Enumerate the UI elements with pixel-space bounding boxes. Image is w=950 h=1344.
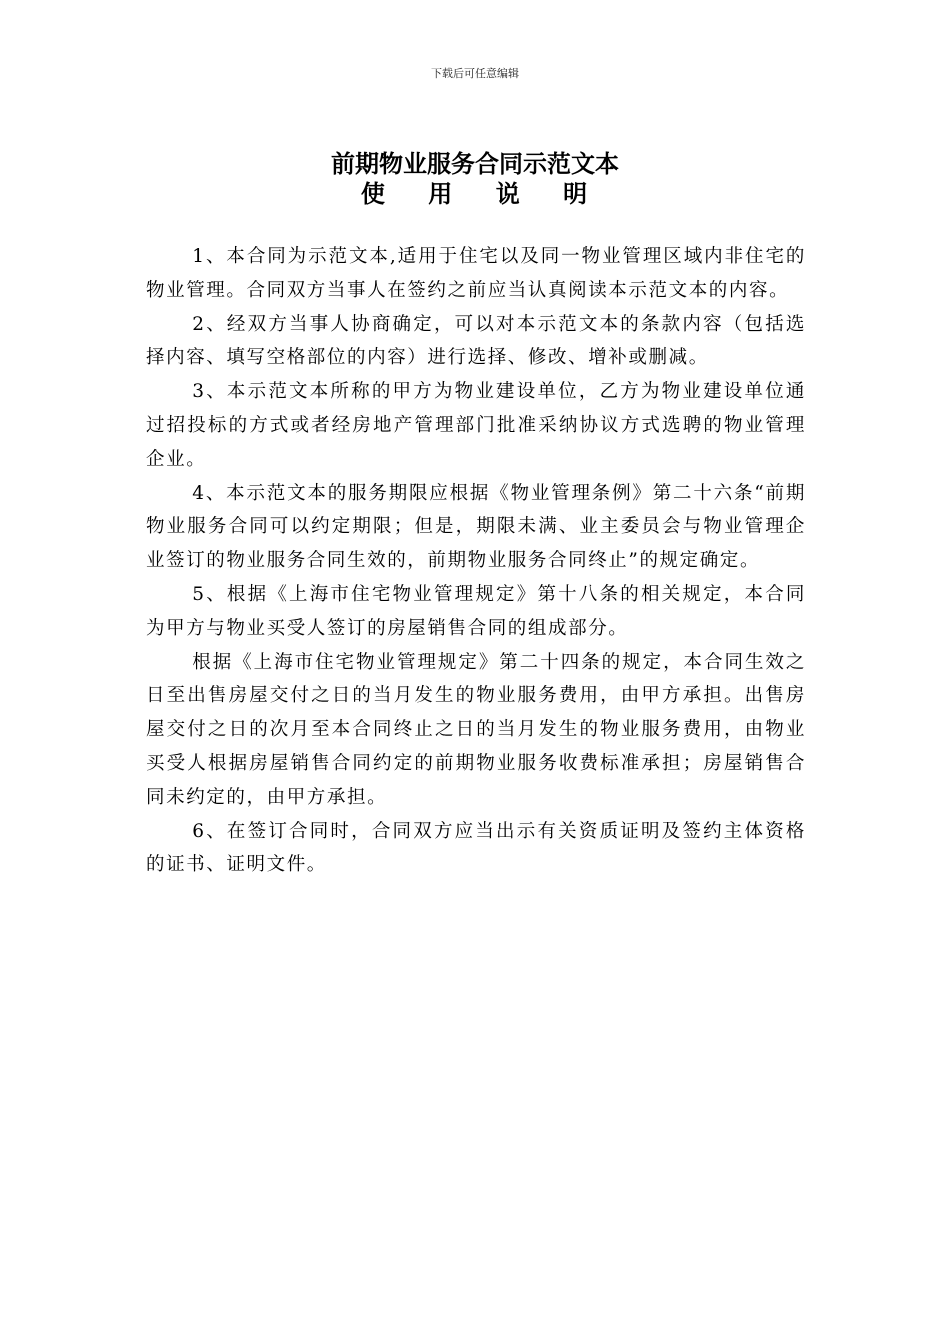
- document-subtitle: 使 用 说 明: [360, 180, 590, 208]
- paragraph-6: 6、在签订合同时，合同双方应当出示有关资质证明及签约主体资格的证书、证明文件。: [146, 820, 806, 876]
- paragraph-3: 3、本示范文本所称的甲方为物业建设单位，乙方为物业建设单位通过招投标的方式或者经房地产管理部门批准采纳协议方式选聘的物业管理企业。: [146, 381, 806, 470]
- document-title: 前期物业服务合同示范文本: [331, 150, 619, 178]
- document-body: [146, 240, 806, 882]
- paragraph-5-continued: 根据《上海市住宅物业管理规定》第二十四条的规定，本合同生效之日至出售房屋交付之日的当月发生的物业服务费用，由甲方承担。出售房屋交付之日的次月至本合同终止之日的当月发生的物业服务费用，由物业买受人根据房屋销售合同约定的前期物业服务收费标准承担；房屋销售合同未约定的，由甲方承担。: [146, 651, 806, 808]
- page-header-note: 下载后可任意编辑: [431, 67, 519, 80]
- paragraph-4: 4、本示范文本的服务期限应根据《物业管理条例》第二十六条“前期物业服务合同可以约定期限；但是，期限未满、业主委员会与物业管理企业签订的物业服务合同生效的，前期物业服务合同终止”的规定确定。: [146, 482, 806, 572]
- paragraph-2: 2、经双方当事人协商确定，可以对本示范文本的条款内容（包括选择内容、填写空格部位的内容）进行选择、修改、增补或删减。: [146, 313, 806, 369]
- paragraph-5: 5、根据《上海市住宅物业管理规定》第十八条的相关规定，本合同为甲方与物业买受人签订的房屋销售合同的组成部分。: [146, 583, 806, 639]
- paragraph-1: 1、本合同为示范文本,适用于住宅以及同一物业管理区域内非住宅的物业管理。合同双方当事人在签约之前应当认真阅读本示范文本的内容。: [146, 246, 806, 301]
